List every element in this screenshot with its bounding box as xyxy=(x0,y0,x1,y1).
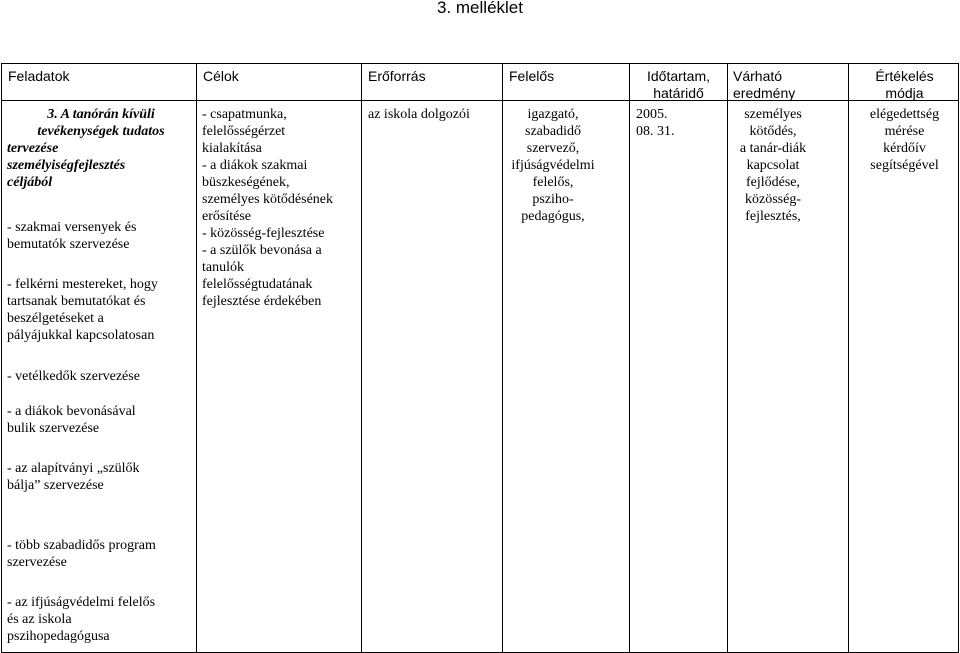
header-idotartam-line2: határidő xyxy=(653,85,704,101)
header-ertekeles xyxy=(849,68,960,102)
list-item: - felkérni mestereket, hogy tartsanak bemutatókat és beszélgetéseket a pályájukkal kapcsolatosan xyxy=(7,277,158,343)
varhato-cell: személyes kötődés, a tanár-diák kapcsolat fejlődése, közösség- fejlesztés, xyxy=(739,107,807,224)
list-item: - több szabadidős program szervezése xyxy=(7,538,156,570)
list-item: - vetélkedők szervezése xyxy=(7,369,140,384)
task-table xyxy=(1,63,959,653)
list-item: - a diákok bevonásával bulik szervezése xyxy=(7,404,136,436)
header-varhato-line2: eredmény xyxy=(733,85,796,101)
list-item: - szakmai versenyek és bemutatók szervezése xyxy=(7,220,137,252)
idotartam-cell: 2005. 08. 31. xyxy=(636,107,675,139)
feladatok-heading: 3. A tanórán kívüli tevékenységek tudatos tervezése személyiségfejlesztés céljából xyxy=(7,107,165,190)
header-ertekeles-line1: Értékelés xyxy=(875,68,934,84)
felelos-cell: igazgató, szabadidő szervező, ifjúságvédelmi felelős, psziho- pedagógus, xyxy=(511,107,595,224)
column-divider xyxy=(196,64,197,652)
header-varhato xyxy=(733,68,795,102)
header-eroforras: Erőforrás xyxy=(368,68,426,84)
header-divider xyxy=(2,100,958,101)
list-item: - az alapítványi „szülők bálja” szervezése xyxy=(7,461,140,493)
list-item: - az ifjúságvédelmi felelős és az iskola pszihopedagógusa xyxy=(7,595,156,644)
column-divider xyxy=(629,64,630,652)
celok-cell: - csapatmunka, felelősségérzet kialakítása - a diákok szakmai büszkeségének, személyes kötődésének erősítése - közösség-fejlesztése - a szülők bevonása a tanulók felelősségtudatának fejlesztése érdekében xyxy=(202,107,334,309)
header-felelos: Felelős xyxy=(509,68,555,84)
header-idotartam xyxy=(630,68,727,102)
header-ertekeles-line2: módja xyxy=(885,85,924,101)
page-title: 3. melléklet xyxy=(437,0,523,17)
header-celok: Célok xyxy=(203,68,239,84)
ertekeles-cell: elégedettség mérése kérdőív segítségével xyxy=(869,107,940,173)
feladatok-cell xyxy=(7,106,195,191)
column-divider xyxy=(361,64,362,652)
header-idotartam-line1: Időtartam, xyxy=(646,68,711,84)
header-feladatok: Feladatok xyxy=(8,68,70,84)
header-varhato-line1: Várható xyxy=(733,68,783,84)
eroforras-cell: az iskola dolgozói xyxy=(368,107,470,122)
